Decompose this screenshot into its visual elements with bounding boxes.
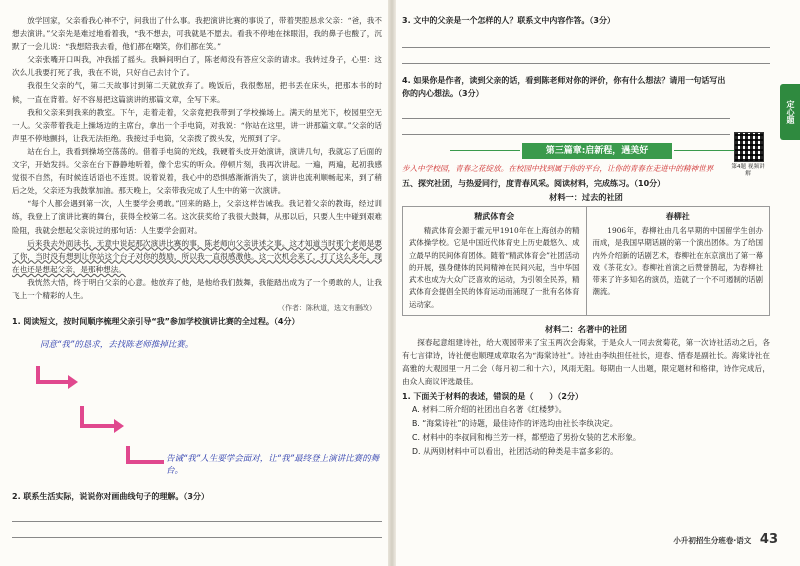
material-heading: 精武体育会 bbox=[474, 212, 515, 221]
question-text: 阅读短文，按时间顺序梳理父亲引导“我”参加学校演讲比赛的全过程。（4分） bbox=[23, 317, 300, 327]
story-paragraph: “每个人都会遇到第一次，人生要学会勇敢。”回来的路上，父亲这样告诫我。我记着父亲的教诲，经过训练，我登上了演讲比赛的舞台，获得全校第二名。这次获奖给了我很大鼓舞，从那以后，只要人生中碰到艰难险阻，我就会想起父亲说过的那句话：人生要学会面对。 bbox=[12, 199, 382, 235]
sequence-flow bbox=[12, 332, 382, 490]
answer-line[interactable] bbox=[402, 51, 770, 64]
answer-line[interactable] bbox=[402, 106, 730, 119]
answer-line[interactable] bbox=[12, 509, 382, 522]
material-2-title: 材料二：名著中的社团 bbox=[545, 324, 627, 335]
story-paragraph: 我很生父亲的气，第二天故事讨到第二天就放弃了。晚饭后，我很憋屈，把书丢在床头，把那本书的时候，一直在背着。好不容易把这篇演讲的那篇文章，全写下来。 bbox=[12, 81, 382, 104]
material-1-box bbox=[402, 206, 770, 316]
qr-caption: 第4题 视频讲解 bbox=[731, 164, 765, 177]
flow-start-answer: 同意“我”的恳求，去找陈老师推掉比赛。 bbox=[40, 340, 194, 351]
option-c[interactable]: C. 材料中的李叔同和梅兰芳一样，都塑造了男扮女装的艺术形象。 bbox=[412, 433, 641, 443]
side-tab: 定心题 bbox=[780, 84, 800, 140]
material-text: 1906年，春柳社由几名早期的中国留学生创办而成，是我国早期话剧的第一个演出团体。为了给国内外介绍新的话剧艺术，春柳社在东京演出了第一幕戏《茶花女》。春柳社首演之后赞誉鹊起，为春柳社带来了许多知名的演员，造就了一个不可遏制的话剧潮流。 bbox=[592, 226, 763, 297]
material-1-title: 材料一：过去的社团 bbox=[549, 192, 623, 202]
question-number: 4. bbox=[402, 76, 411, 85]
story-paragraph: 放学回家，父亲看我心神不宁，问我出了什么事。我把演讲比赛的事说了，带着哭腔恳求父亲：“爸，我不想去演讲。”父亲先是难过地看着我，“我不想去，可我就是不愿去。看我不停地在抹眼泪，我的鼻子也酸了，沉默了一会儿说：“我想陪我去看，他们都在嘲笑，你们都在笑。” bbox=[12, 16, 382, 52]
option-b[interactable]: B. “海棠诗社”的诗题，最佳诗作的评选均由社长李纨决定。 bbox=[412, 419, 618, 429]
question-1 bbox=[12, 315, 382, 328]
section-5-heading: 五、探究社团，与热爱同行，度青春风采。阅读材料，完成练习。（10分） bbox=[402, 179, 666, 188]
chapter-banner: 第三篇章:启新程，遇美好 bbox=[522, 143, 672, 159]
story-paragraph: 站在台上，我看到操场空荡荡的。借着手电筒的光线，我硬着头皮开始演讲，演讲几句，我就忘了后面的文字，开始发抖。父亲在台下静静地听着，像个忠实的听众。停顿片刻，我再次讲起。一遍，两遍，起初我感觉很不自然，有时候连话语也不连贯。说着说着，我心中的恐惧感渐渐消失了，演讲也流利顺畅起来，到了稍后之处，父亲还为我鼓掌加油。那天晚上，父亲带我完成了人生中的第一次演讲。 bbox=[12, 146, 382, 196]
chapter-intro: 步入中学校园，青春之花绽放。在校园中找到属于你的平台，让你的青春在走进中的精神世界 bbox=[402, 164, 714, 173]
question-text: 文中的父亲是一个怎样的人？联系文中内容作答。（3分） bbox=[413, 16, 615, 25]
story-paragraph: 我和父亲来到我来的教室。下午，走着走着，父亲竟把我带到了学校操场上。满天的星光下，校园里空无一人。父亲带着我走上操场边的主席台，拿出一个手电筒，对我说：“你站在这里，讲一讲那篇文章。”父亲的话声里不停地颤抖，让我无法拒绝。我接过手电筒，父亲拨了拨头发，光照到了字。 bbox=[12, 107, 382, 143]
option-a[interactable]: A. 材料二所介绍的社团出自名著《红楼梦》。 bbox=[412, 405, 567, 415]
staircase-arrow-icon bbox=[32, 360, 172, 470]
answer-line[interactable] bbox=[402, 35, 770, 48]
question-text: 下面关于材料的表述，错误的是（ ）（2分） bbox=[413, 392, 583, 402]
question-3 bbox=[402, 14, 770, 27]
page-footer bbox=[673, 532, 778, 547]
story-paragraph: 我恍然大悟，终于明白父亲的心意。他放弃了他，是他给我们鼓舞，我能踏出成为了一个勇敢的人，让我飞上一个精彩的人生。 bbox=[12, 277, 382, 300]
sub-question-1 bbox=[402, 390, 770, 403]
question-number: 3. bbox=[402, 16, 411, 25]
question-text: 如果你是作者，读到父亲的话，看到陈老师对你的评价，你有什么想法？请用一句话写出你的内心想法。（3分） bbox=[402, 76, 726, 98]
option-d[interactable]: D. 从两则材料中可以看出，社团活动的种类是丰富多彩的。 bbox=[412, 447, 618, 457]
question-4 bbox=[402, 74, 770, 100]
material-1-right bbox=[586, 207, 770, 315]
page-number: 43 bbox=[759, 532, 778, 547]
story-paragraph: 父亲张嘴开口叫我，冲我摇了摇头。我瞬间明白了，陈老师没有答应父亲的请求。我转过身子，心里：这次么儿我要打死了我，我在不说，只好自己去讨个了。 bbox=[12, 55, 382, 78]
question-number: 1. bbox=[12, 317, 21, 327]
story-paragraph-underlined: 后来我去外面读书，无意中说起那次演讲比赛的事，陈老师向父亲讲述之事。这才知道当时那个老师是要了你，当时没有想到让你站这个台子对你的鼓励，所以我一直很感激他。这一次机会来了，打了这么多年，现在也还是想起父亲，是那种想法。 bbox=[12, 238, 382, 274]
answer-line[interactable] bbox=[402, 122, 730, 135]
question-text: 联系生活实际，说说你对画曲线句子的理解。（3分） bbox=[23, 492, 209, 502]
answer-line[interactable] bbox=[12, 525, 382, 538]
footer-label: 小升初招生分班卷·语文 bbox=[673, 536, 752, 545]
qr-code-icon[interactable] bbox=[734, 132, 764, 162]
question-number: 2. bbox=[12, 492, 21, 502]
question-2 bbox=[12, 490, 382, 503]
author-credit: （作者：陈秋道，选文有删改） bbox=[278, 304, 376, 313]
left-page bbox=[0, 0, 392, 566]
flow-end-answer: 告诫“我”人生要学会面对，让“我”最终登上演讲比赛的舞台。 bbox=[166, 454, 380, 477]
material-heading: 春柳社 bbox=[665, 212, 690, 221]
question-number: 1. bbox=[402, 392, 411, 402]
material-text: 精武体育会源于霍元甲1910年在上海创办的精武体操学校。它是中国近代体育史上历史最悠久、成立最早的民间体育团体。随着“精武体育会”社团活动的开展，强身健体的民间精神在民间兴起，当中华国武术也成为大众广泛喜欢的运动，为引领全民养，精武体育会提倡全民的体育运动而涌现了一批有名体育运动家。 bbox=[409, 226, 580, 309]
right-page bbox=[392, 0, 800, 566]
material-2-text: 探春起意组建诗社，给大观园带来了宝玉两次会海棠，于是众人一同去赏菊花，第一次诗社活动之后，各有七言律诗，诗社便也顺理成章取名为“海棠诗社”。诗社由李纨担任社长，迎春、惜春是副社长。海棠诗社在高雅的大观园里一月二会（每月初二和十六），风雨无阻。每期由一人出题，限定题材和格律，诗作完成后，由众人商议评选最佳。 bbox=[402, 338, 770, 387]
material-1-left bbox=[403, 207, 586, 315]
